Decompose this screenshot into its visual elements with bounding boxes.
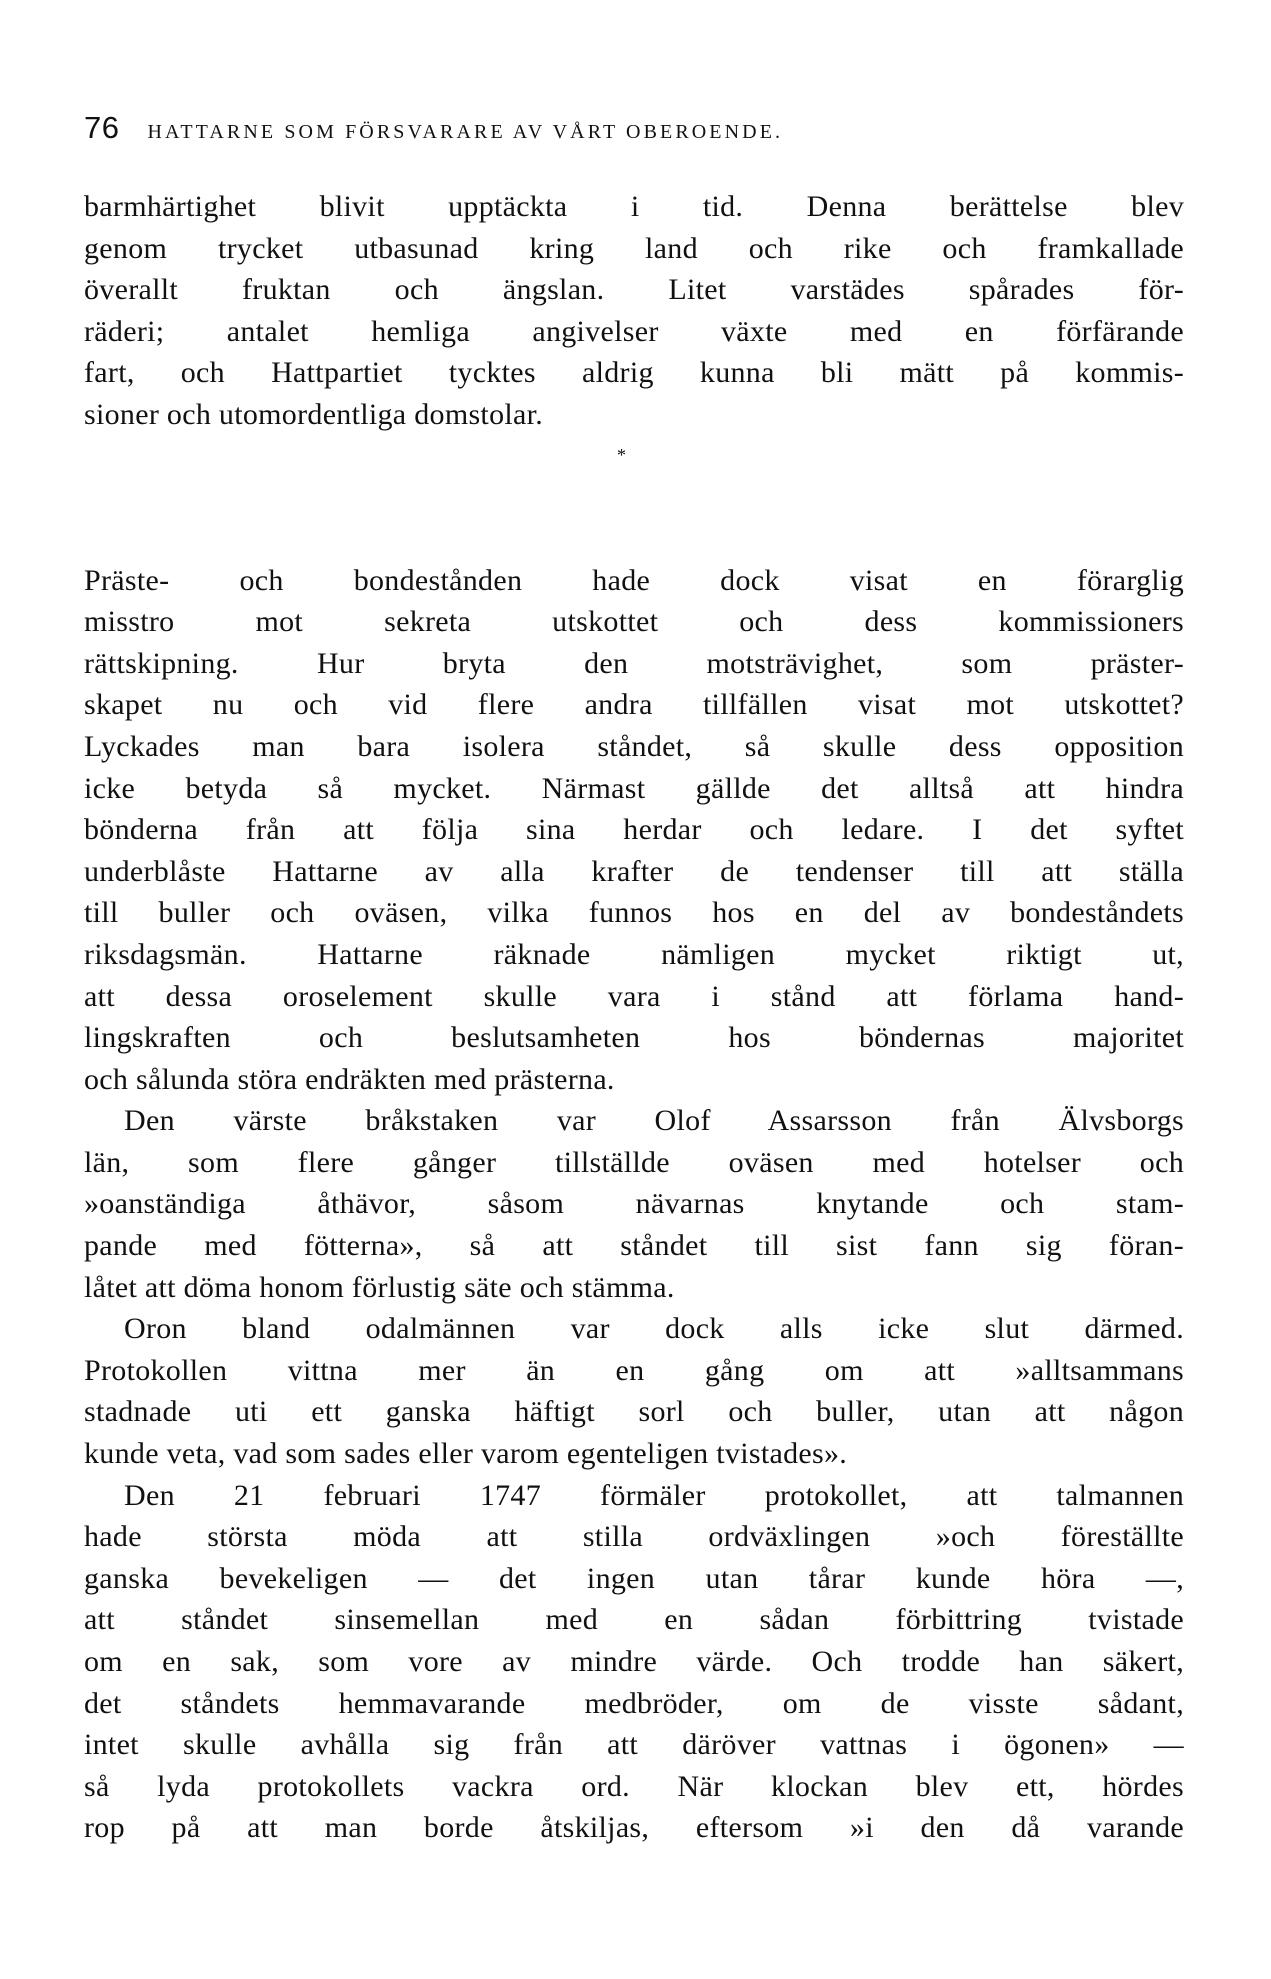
text-line: icke betyda så mycket. Närmast gällde det alltså att hindra bbox=[84, 771, 1184, 805]
text-line: misstro mot sekreta utskottet och dess kommissioners bbox=[84, 605, 1184, 639]
text-line: ganska bevekeligen — det ingen utan tårar kunde höra —, bbox=[84, 1561, 1184, 1595]
text-line: skapet nu och vid flere andra tillfällen visat mot utskottet? bbox=[84, 688, 1184, 722]
paragraph bbox=[84, 1475, 1184, 1849]
text-line: räderi; antalet hemliga angivelser växte med en förfärande bbox=[84, 314, 1184, 348]
paragraph bbox=[84, 186, 1184, 436]
text-line: lingskraften och beslutsamheten hos böndernas majoritet bbox=[84, 1021, 1184, 1055]
text-line: riksdagsmän. Hattarne räknade nämligen mycket riktigt ut, bbox=[84, 937, 1184, 971]
text-line: barmhärtighet blivit upptäckta i tid. Denna berättelse blev bbox=[84, 190, 1184, 223]
text-line: underblåste Hattarne av alla krafter de tendenser till att ställa bbox=[84, 854, 1184, 888]
text-line: Oron bland odalmännen var dock alls icke slut därmed. bbox=[124, 1312, 1184, 1346]
text-line: fart, och Hattpartiet tycktes aldrig kunna bli mätt på kommis- bbox=[84, 356, 1184, 390]
text-line: län, som flere gånger tillställde oväsen med hotelser och bbox=[84, 1145, 1184, 1179]
text-line: pande med fötterna», så att ståndet till sist fann sig föran- bbox=[84, 1229, 1184, 1263]
text-line: att dessa oroselement skulle vara i stånd att förlama hand- bbox=[84, 979, 1184, 1013]
text-line: rop på att man borde åtskiljas, eftersom »i den då varande bbox=[84, 1811, 1184, 1845]
text-line: Den 21 februari 1747 förmäler protokollet, att talmannen bbox=[124, 1478, 1184, 1512]
text-line: om en sak, som vore av mindre värde. Och trodde han säkert, bbox=[84, 1645, 1184, 1678]
text-line: Präste- och bondestånden hade dock visat en förarglig bbox=[84, 563, 1184, 597]
text-line: sioner och utomordentliga domstolar. bbox=[84, 397, 544, 431]
text-line: bönderna från att följa sina herdar och ledare. I det syftet bbox=[84, 813, 1184, 847]
text-line: och sålunda störa endräkten med prästerna. bbox=[84, 1062, 615, 1096]
section-separator bbox=[84, 436, 1184, 560]
text-line: genom trycket utbasunad kring land och rike och framkallade bbox=[84, 231, 1184, 265]
text-line: låtet att döma honom förlustig säte och stämma. bbox=[84, 1270, 675, 1304]
text-line: kunde veta, vad som sades eller varom egenteligen tvistades». bbox=[84, 1437, 848, 1471]
text-line: hade största möda att stilla ordväxlingen »och föreställte bbox=[84, 1520, 1184, 1554]
running-head bbox=[84, 110, 1184, 158]
paragraph bbox=[84, 1100, 1184, 1308]
text-line: så lyda protokollets vackra ord. När klockan blev ett, hördes bbox=[84, 1769, 1184, 1803]
text-line: Lyckades man bara isolera ståndet, så skulle dess opposition bbox=[84, 729, 1184, 763]
text-line: »oanständiga åthävor, såsom nävarnas knytande och stam- bbox=[84, 1187, 1184, 1221]
text-line: rättskipning. Hur bryta den motsträvighet, som präster- bbox=[84, 646, 1184, 680]
text-line: stadnade uti ett ganska häftigt sorl och buller, utan att någon bbox=[84, 1395, 1184, 1429]
text-line: Den värste bråkstaken var Olof Assarsson från Älvsborgs bbox=[124, 1104, 1184, 1138]
text-line: att ståndet sinsemellan med en sådan förbittring tvistade bbox=[84, 1603, 1184, 1637]
text-line: det ståndets hemmavarande medbröder, om de visste sådant, bbox=[84, 1686, 1184, 1720]
book-page bbox=[84, 110, 1184, 1849]
running-title: HATTARNE SOM FÖRSVARARE AV VÅRT OBEROENDE. bbox=[147, 121, 784, 143]
paragraph bbox=[84, 1308, 1184, 1474]
separator-asterisk: * bbox=[617, 444, 626, 465]
text-line: Protokollen vittna mer än en gång om att »alltsammans bbox=[84, 1353, 1184, 1387]
paragraph bbox=[84, 560, 1184, 1101]
body-text bbox=[84, 186, 1184, 1849]
text-line: till buller och oväsen, vilka funnos hos en del av bondeståndets bbox=[84, 896, 1184, 930]
text-line: överallt fruktan och ängslan. Litet varstädes spårades för- bbox=[84, 273, 1184, 307]
text-line: intet skulle avhålla sig från att däröver vattnas i ögonen» — bbox=[84, 1728, 1184, 1762]
page-number: 76 bbox=[84, 110, 120, 145]
